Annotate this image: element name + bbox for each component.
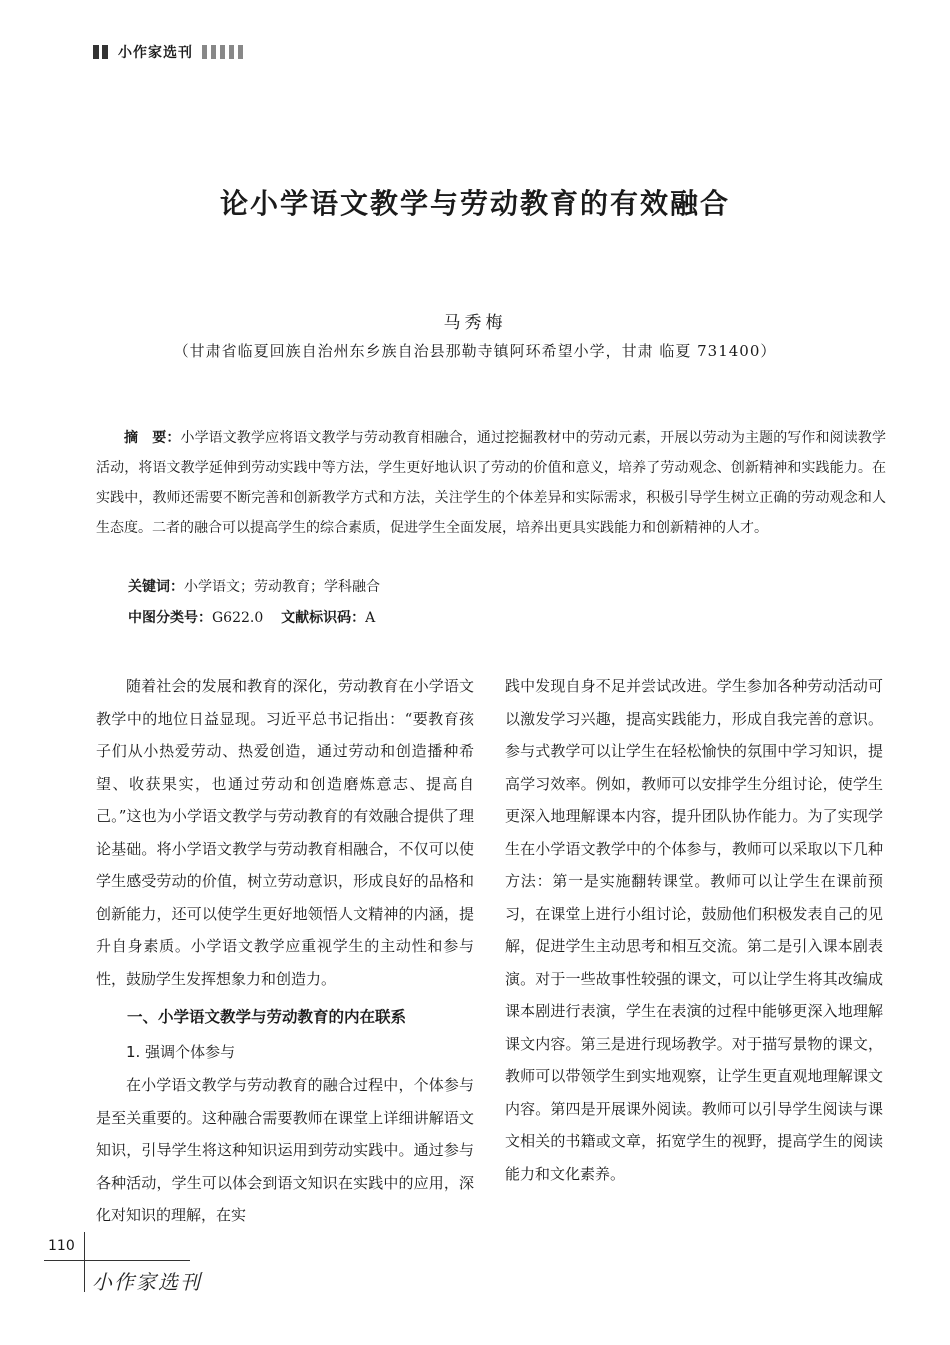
abstract-text: 小学语文教学应将语文教学与劳动教育相融合，通过挖掘教材中的劳动元素，开展以劳动为主题的写作和阅读教学活动，将语文教学延伸到劳动实践中等方法，学生更好地认识了劳动的价值和意义，培养了劳动观念、创新精神和实践能力。在实践中，教师还需要不断完善和创新教学方式和方法，关注学生的个体差异和实际需求，积极引导学生树立正确的劳动观念和人生态度。二者的融合可以提高学生的综合素质，促进学生全面发展，培养出更具实践能力和创新精神的人才。 — [96, 430, 886, 536]
abstract — [96, 423, 886, 543]
header-bar-icon — [93, 45, 99, 59]
footer-rule — [44, 1260, 190, 1261]
journal-logo: 小作家选刊 — [92, 1270, 202, 1294]
footer-divider — [84, 1232, 85, 1292]
journal-header — [93, 40, 247, 64]
left-column — [96, 670, 474, 1232]
body-paragraph: 随着社会的发展和教育的深化，劳动教育在小学语文教学中的地位日益显现。习近平总书记指出：“要教育孩子们从小热爱劳动、热爱创造，通过劳动和创造播种希望、收获果实，也通过劳动和创造磨炼意志、提高自己。”这也为小学语文教学与劳动教育的有效融合提供了理论基础。将小学语文教学与劳动教育相融合，不仅可以使学生感受劳动的价值，树立劳动意识，形成良好的品格和创新能力，还可以使学生更好地领悟人文精神的内涵，提升自身素质。小学语文教学应重视学生的主动性和参与性，鼓励学生发挥想象力和创造力。 — [96, 677, 474, 988]
section-heading: 一、小学语文教学与劳动教育的内在联系 — [127, 1008, 407, 1026]
header-bar-icon — [220, 45, 225, 59]
header-bar-icon — [229, 45, 234, 59]
header-bar-icon — [211, 45, 216, 59]
header-bar-icon — [102, 45, 108, 59]
author-affiliation: （甘肃省临夏回族自治州东乡族自治县那勒寺镇阿环希望小学，甘肃 临夏 731400） — [173, 342, 777, 360]
abstract-label: 摘 要： — [124, 430, 181, 446]
body-paragraph: 在小学语文教学与劳动教育的融合过程中，个体参与是至关重要的。这种融合需要教师在课堂上详细讲解语文知识，引导学生将这种知识运用到劳动实践中。通过参与各种活动，学生可以体会到语文知识在实践中的应用，深化对知识的理解，在实 — [96, 1076, 474, 1224]
keywords-label: 关键词： — [128, 579, 184, 595]
article-title: 论小学语文教学与劳动教育的有效融合 — [219, 187, 730, 220]
header-bar-icon — [202, 45, 207, 59]
classification — [128, 607, 375, 627]
doc-code: A — [365, 610, 376, 626]
journal-name: 小作家选刊 — [118, 45, 193, 61]
right-column — [505, 670, 883, 1190]
doc-code-label: 文献标识码： — [281, 610, 366, 626]
subsection-heading: 1. 强调个体参与 — [126, 1043, 236, 1061]
page-number: 110 — [48, 1238, 75, 1254]
body-paragraph: 践中发现自身不足并尝试改进。学生参加各种劳动活动可以激发学习兴趣，提高实践能力，形成自我完善的意识。参与式教学可以让学生在轻松愉快的氛围中学习知识，提高学习效率。例如，教师可以安排学生分组讨论，使学生更深入地理解课本内容，提升团队协作能力。为了实现学生在小学语文教学中的个体参与，教师可以采取以下几种方法：第一是实施翻转课堂。教师可以让学生在课前预习，在课堂上进行小组讨论，鼓励他们积极发表自己的见解，促进学生主动思考和相互交流。第二是引入课本剧表演。对于一些故事性较强的课文，可以让学生将其改编成课本剧进行表演，学生在表演的过程中能够更深入地理解课文内容。第三是进行现场教学。对于描写景物的课文，教师可以带领学生到实地观察，让学生更直观地理解课文内容。第四是开展课外阅读。教师可以引导学生阅读与课文相关的书籍或文章，拓宽学生的视野，提高学生的阅读能力和文化素养。 — [505, 677, 883, 1183]
clc-label: 中图分类号： — [128, 610, 212, 626]
keywords-text: 小学语文；劳动教育；学科融合 — [184, 579, 380, 595]
clc-code: G622.0 — [212, 610, 264, 626]
keywords — [128, 576, 380, 596]
header-bar-icon — [238, 45, 243, 59]
author-name: 马秀梅 — [443, 313, 507, 333]
